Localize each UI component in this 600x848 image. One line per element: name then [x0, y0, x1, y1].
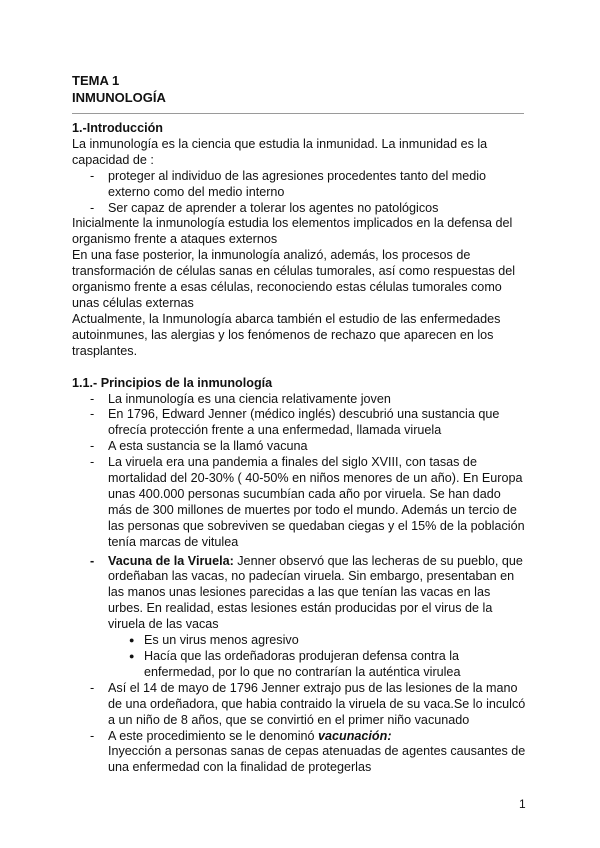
dash-marker: - — [90, 680, 95, 695]
tema-label: TEMA 1 — [72, 73, 120, 88]
bullet-icon: ● — [129, 651, 135, 661]
dash-marker: - — [90, 455, 95, 470]
capacity-list — [72, 169, 528, 217]
list-item-vacunacion — [72, 729, 528, 777]
intro-paragraph: La inmunología es la ciencia que estudia la inmunidad. La inmunidad es la capacidad de : — [72, 136, 488, 167]
list-item-vacuna — [72, 554, 528, 681]
list-item: - En 1796, Edward Jenner (médico inglés) descubrió una sustancia que ofrecía protección frente a una enfermedad, llamada viruela — [90, 407, 500, 438]
paragraph: En una fase posterior, la inmunología analizó, además, los procesos de transformación de células sanas en células tumorales, así como respuestas del organismo frente a esas células, reconociendo estas células tumorales como unas células externas — [72, 248, 516, 310]
dash-marker: - — [90, 439, 95, 454]
section-heading-introduccion: 1.-Introducción — [72, 121, 163, 135]
vacuna-label: Vacuna de la Viruela: — [108, 553, 234, 568]
dash-marker: - — [90, 553, 95, 568]
bullet-item: ● Hacía que las ordeñadoras produjeran defensa contra la enfermedad, por lo que no contrarían la auténtica virulea — [129, 649, 461, 679]
page-number: 1 — [519, 797, 526, 811]
section-heading-principios: 1.1.- Principios de la inmunología — [72, 375, 273, 390]
dash-marker: - — [90, 728, 95, 743]
list-item: - La viruela era una pandemia a finales del siglo XVIII, con tasas de mortalidad del 20-30% ( 40-50% en niños menores de un año). En Europa unas 400.000 personas sucumbían cada año por viruela. Se han dado más de 300 millones de muertes por todo el mundo. Además un tercio de las personas que sobreviven se quedaban ciegas y el 15% de la población tenía marcas de vitulea — [90, 455, 525, 549]
list-item: - Ser capaz de aprender a tolerar los agentes no patológicos — [90, 200, 439, 215]
bullet-item: ● Es un virus menos agresivo — [129, 633, 299, 648]
subject-title: INMUNOLOGÍA — [72, 90, 166, 105]
list-item: - A esta sustancia se la llamó vacuna — [90, 439, 308, 454]
vacuna-bullets — [108, 633, 528, 681]
vacunacion-prefix: A este procedimiento se le denominó — [108, 728, 319, 743]
principles-list — [72, 392, 528, 777]
header-divider — [72, 113, 524, 114]
paragraph: Inicialmente la inmunología estudia los elementos implicados en la defensa del organismo frente a ataques externos — [72, 216, 513, 247]
list-item: - Así el 14 de mayo de 1796 Jenner extrajo pus de las lesiones de la mano de una ordeñadora, que habia contraido la viruela de su vaca.Se lo inculcó a un niño de 8 años, que se convirtió en el primer niño vacunado — [90, 680, 526, 727]
list-item: - proteger al individuo de las agresiones procedentes tanto del medio externo como del medio interno — [90, 168, 487, 199]
bullet-icon: ● — [129, 635, 135, 646]
dash-marker: - — [90, 407, 95, 422]
list-item: - La inmunología es una ciencia relativamente joven — [90, 391, 391, 406]
vacunacion-term: vacunación: — [318, 728, 392, 743]
dash-marker: - — [90, 200, 95, 215]
dash-marker: - — [90, 391, 95, 406]
document-body — [72, 121, 528, 776]
dash-marker: - — [90, 168, 95, 183]
vacunacion-definition: Inyección a personas sanas de cepas atenuadas de agentes causantes de una enfermedad con la finalidad de protegerlas — [108, 744, 526, 775]
paragraph: Actualmente, la Inmunología abarca también el estudio de las enfermedades autoinmunes, las alergias y los fenómenos de rechazo que aparecen en los trasplantes. — [72, 311, 501, 358]
vacuna-text: Jenner observó que las lecheras de su pueblo, que ordeñaban las vacas, no padecían viruela. Sin embargo, presentaban en las manos unas lesiones parecidas a las que tenían las vacas en las urbes. En realidad, estas lesiones están producidas por el virus de la viruela de las vacas — [108, 553, 523, 632]
